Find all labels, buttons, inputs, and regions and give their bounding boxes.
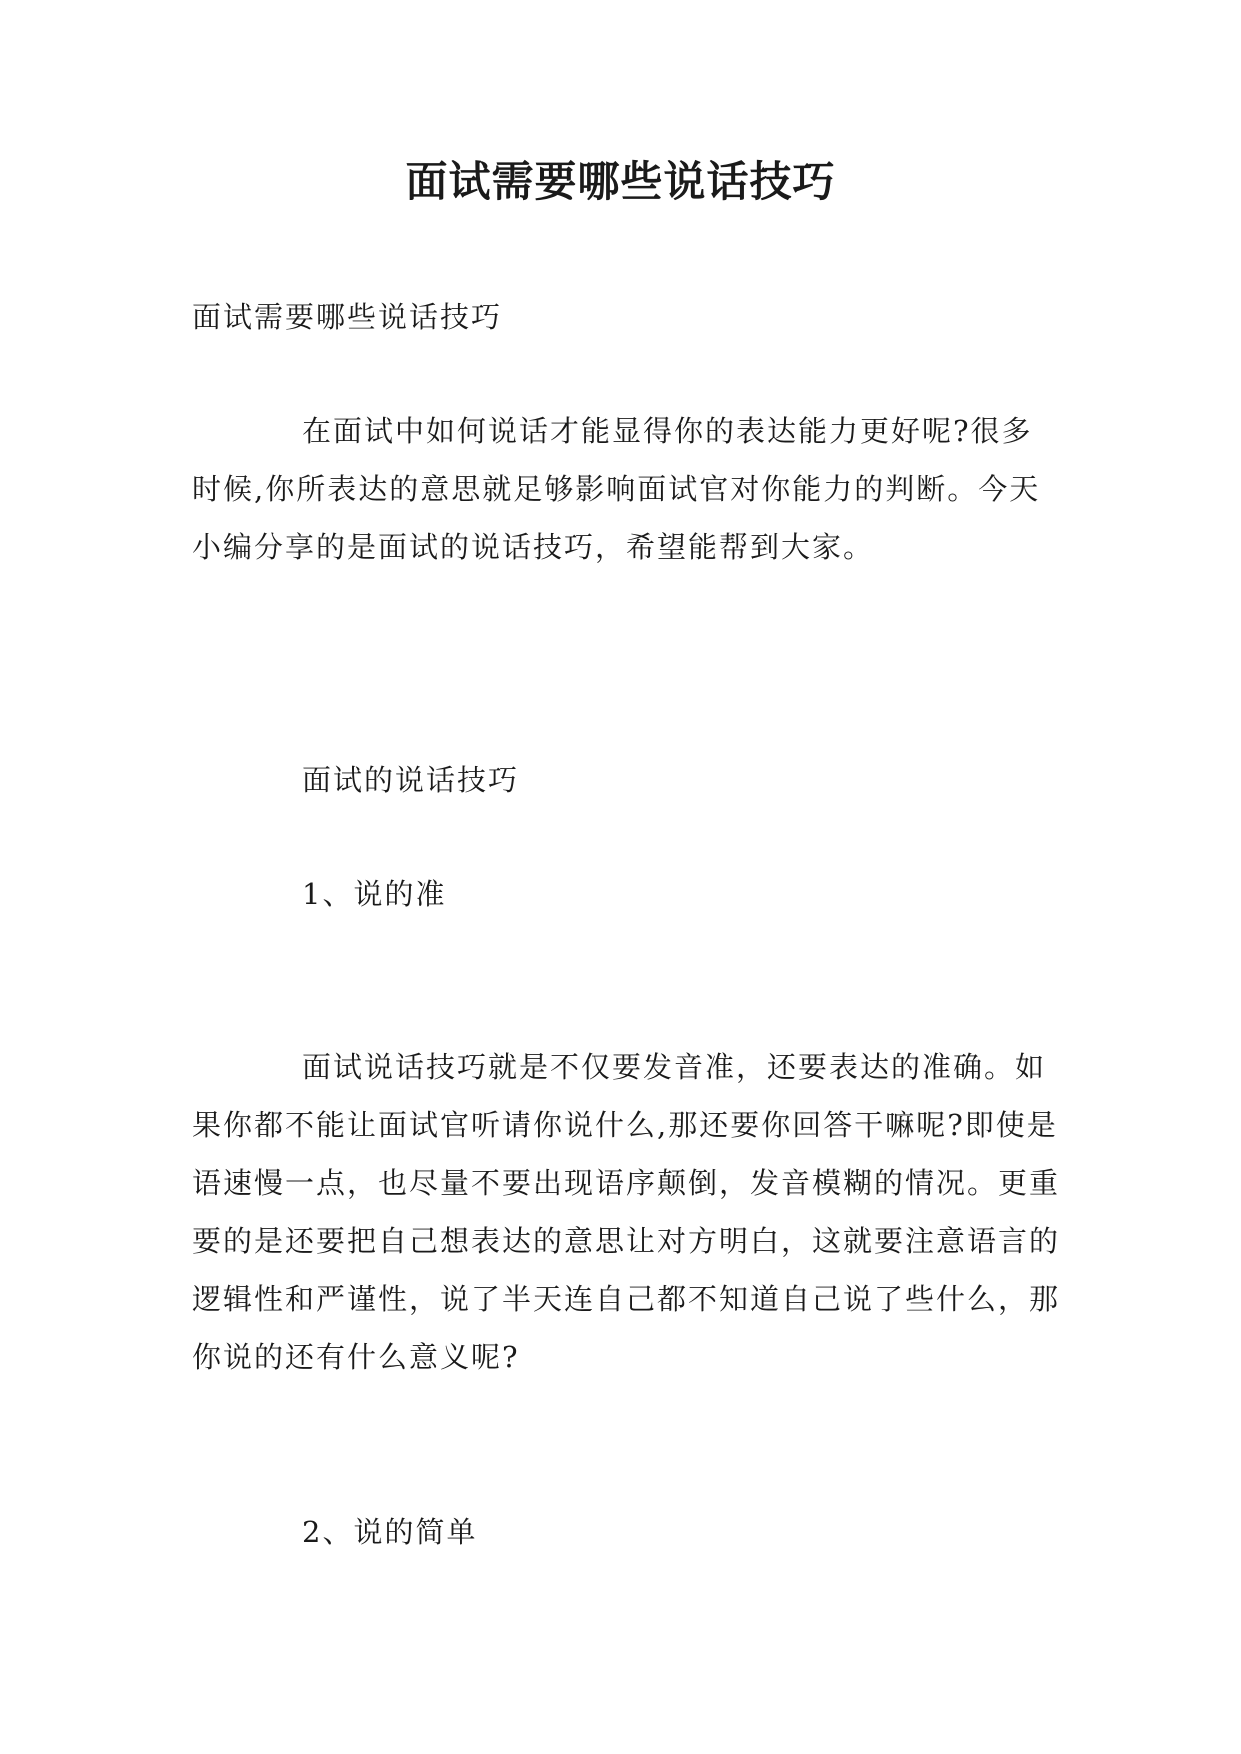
item1-paragraph: 面试说话技巧就是不仅要发音准，还要表达的准确。如果你都不能让面试官听请你说什么,那还要你回答干嘛呢?即使是语速慢一点，也尽量不要出现语序颠倒，发音模糊的情况。更重要的是还要把自己想表达的意思让对方明白，这就要注意语言的逻辑性和严谨性，说了半天连自己都不知道自己说了些什么，那你说的还有什么意义呢?: [192, 1050, 1061, 1374]
section-heading: 面试的说话技巧: [302, 763, 520, 797]
item1-heading: 1、说的准: [302, 877, 447, 911]
intro-paragraph: 在面试中如何说话才能显得你的表达能力更好呢?很多时候,你所表达的意思就足够影响面试官对你能力的判断。今天小编分享的是面试的说话技巧，希望能帮到大家。: [192, 414, 1041, 564]
document-subtitle: 面试需要哪些说话技巧: [192, 300, 503, 334]
item2-heading: 2、说的简单: [302, 1515, 478, 1549]
document-title: 面试需要哪些说话技巧: [405, 157, 836, 206]
